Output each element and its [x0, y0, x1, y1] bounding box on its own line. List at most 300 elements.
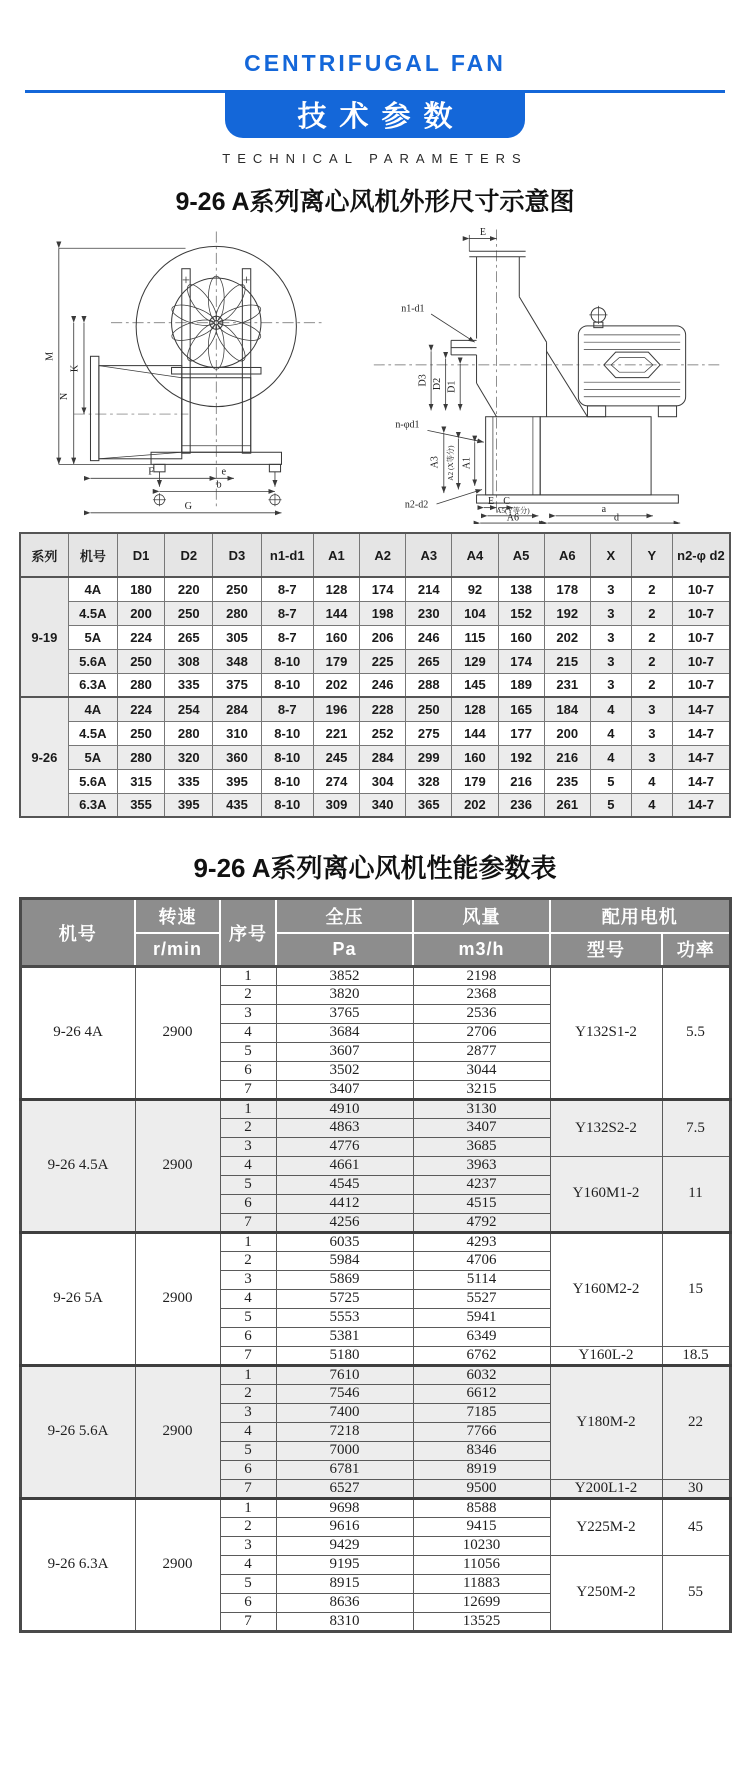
dim-cell: 335: [165, 673, 213, 697]
seq-cell: 1: [220, 1499, 276, 1518]
flow-cell: 6762: [413, 1347, 550, 1366]
dim-cell: 216: [544, 745, 590, 769]
dim-cell: 8-7: [261, 601, 313, 625]
outlet-column: [486, 417, 541, 495]
dim-cell: 265: [406, 649, 452, 673]
flow-cell: 8919: [413, 1461, 550, 1480]
dim-cell: 245: [313, 745, 359, 769]
col-header-motor-power: 功率: [662, 933, 730, 967]
motor-power-cell: 5.5: [662, 967, 730, 1100]
dim-cell: 254: [165, 697, 213, 721]
perf-table-row: [20, 1233, 730, 1252]
dim-cell: 202: [544, 625, 590, 649]
dim-cell: 177: [498, 721, 544, 745]
dim-cell: 115: [452, 625, 498, 649]
flow-cell: 3215: [413, 1081, 550, 1100]
seq-cell: 4: [220, 1423, 276, 1442]
dim-cell: 198: [360, 601, 406, 625]
seq-cell: 6: [220, 1195, 276, 1214]
motor-power-cell: 15: [662, 1233, 730, 1347]
dim-cell: 144: [452, 721, 498, 745]
dim-cell: 160: [313, 625, 359, 649]
outlet-duct: [99, 366, 182, 459]
dim-cell: 4: [590, 721, 631, 745]
dim-col-header: A6: [544, 533, 590, 577]
flow-cell: 13525: [413, 1613, 550, 1632]
dim-col-header: A4: [452, 533, 498, 577]
outlet-flange: [90, 356, 98, 460]
dim-cell: 252: [360, 721, 406, 745]
fan-model-cell: 9-26 4A: [20, 967, 135, 1100]
dimension-diagram-title: 9-26 A系列离心风机外形尺寸示意图: [175, 188, 575, 216]
dim-cell: 5A: [68, 625, 117, 649]
seq-cell: 6: [220, 1062, 276, 1081]
seq-cell: 2: [220, 1518, 276, 1537]
dim-cell: 10-7: [672, 577, 730, 601]
pressure-cell: 4256: [276, 1214, 413, 1233]
flow-cell: 9500: [413, 1480, 550, 1499]
dim-cell: 8-7: [261, 697, 313, 721]
pressure-cell: 4412: [276, 1195, 413, 1214]
dim-cell: 221: [313, 721, 359, 745]
pressure-cell: 4863: [276, 1119, 413, 1138]
flow-cell: 3130: [413, 1100, 550, 1119]
motor-model-cell: Y180M-2: [550, 1366, 662, 1480]
dim-cell: 3: [590, 673, 631, 697]
dim-cell: 395: [213, 769, 261, 793]
dim-cell: 280: [117, 673, 164, 697]
dim-cell: 6.3A: [68, 793, 117, 817]
dim-cell: 308: [165, 649, 213, 673]
dim-cell: 8-10: [261, 673, 313, 697]
dim-cell: 246: [406, 625, 452, 649]
dim-label-a: a: [601, 504, 607, 516]
pressure-cell: 5381: [276, 1328, 413, 1347]
pressure-cell: 8636: [276, 1594, 413, 1613]
banner-subtitle: TECHNICAL PARAMETERS: [222, 151, 528, 166]
flow-cell: 3685: [413, 1138, 550, 1157]
pressure-cell: 4545: [276, 1176, 413, 1195]
flow-cell: 8588: [413, 1499, 550, 1518]
dim-cell: 246: [360, 673, 406, 697]
dim-cell: 200: [544, 721, 590, 745]
pressure-cell: 5725: [276, 1290, 413, 1309]
seq-cell: 3: [220, 1005, 276, 1024]
pressure-cell: 5869: [276, 1271, 413, 1290]
dim-cell: 5.6A: [68, 769, 117, 793]
dim-cell: 145: [452, 673, 498, 697]
speed-cell: 2900: [135, 1366, 220, 1499]
dim-cell: 280: [117, 745, 164, 769]
dim-cell: 231: [544, 673, 590, 697]
seq-cell: 5: [220, 1176, 276, 1195]
pressure-cell: 4776: [276, 1138, 413, 1157]
dim-cell: 216: [498, 769, 544, 793]
stand: [540, 417, 651, 495]
dim-cell: 202: [452, 793, 498, 817]
dim-col-header: Y: [631, 533, 672, 577]
seq-cell: 3: [220, 1404, 276, 1423]
pressure-cell: 7400: [276, 1404, 413, 1423]
dim-label-e: e: [221, 466, 226, 478]
dim-cell: 284: [360, 745, 406, 769]
dim-cell: 14-7: [672, 793, 730, 817]
dim-cell: 92: [452, 577, 498, 601]
dim-table-row: [20, 673, 730, 697]
col-header-flow-unit: m3/h: [413, 933, 550, 967]
dim-cell: 104: [452, 601, 498, 625]
dim-cell: 230: [406, 601, 452, 625]
dim-cell: 5: [590, 793, 631, 817]
dim-table-row: [20, 745, 730, 769]
dim-cell: 3: [631, 721, 672, 745]
dim-cell: 4: [631, 769, 672, 793]
flow-cell: 12699: [413, 1594, 550, 1613]
dim-cell: 10-7: [672, 673, 730, 697]
pressure-cell: 3820: [276, 986, 413, 1005]
dim-table-row: [20, 721, 730, 745]
label-n2-d2: n2-d2: [404, 499, 429, 511]
dim-label-A2: A2 (X等分): [446, 445, 455, 481]
seq-cell: 6: [220, 1461, 276, 1480]
dim-table-row: [20, 625, 730, 649]
flow-cell: 6032: [413, 1366, 550, 1385]
dim-cell: 2: [631, 601, 672, 625]
pressure-cell: 7546: [276, 1385, 413, 1404]
flow-cell: 3963: [413, 1157, 550, 1176]
flow-cell: 3407: [413, 1119, 550, 1138]
dim-cell: 5.6A: [68, 649, 117, 673]
perf-table-row: [20, 1499, 730, 1518]
dim-col-header: A5: [498, 533, 544, 577]
dim-col-header: 机号: [68, 533, 117, 577]
dim-cell: 14-7: [672, 769, 730, 793]
series-cell: 9-19: [20, 577, 68, 697]
col-header-model: 机号: [20, 899, 135, 967]
seq-cell: 4: [220, 1024, 276, 1043]
flow-cell: 4515: [413, 1195, 550, 1214]
dim-label-b: b: [216, 479, 222, 491]
dim-table-row: [20, 601, 730, 625]
side-view-diagram: [344, 224, 740, 524]
dim-cell: 3: [631, 745, 672, 769]
flow-cell: 2536: [413, 1005, 550, 1024]
dim-cell: 224: [117, 697, 164, 721]
pressure-cell: 4661: [276, 1157, 413, 1176]
pressure-cell: 4910: [276, 1100, 413, 1119]
col-header-speed: 转速: [135, 899, 220, 933]
pressure-cell: 5180: [276, 1347, 413, 1366]
brand-title: CENTRIFUGAL FAN: [244, 50, 506, 76]
dim-cell: 4A: [68, 577, 117, 601]
perf-table-row: [20, 1366, 730, 1385]
seq-cell: 2: [220, 1119, 276, 1138]
pressure-cell: 7000: [276, 1442, 413, 1461]
motor-model-cell: Y200L1-2: [550, 1480, 662, 1499]
dim-col-header: D3: [213, 533, 261, 577]
speed-cell: 2900: [135, 967, 220, 1100]
motor-body: [578, 326, 685, 406]
dim-cell: 10-7: [672, 649, 730, 673]
seq-cell: 7: [220, 1480, 276, 1499]
seq-cell: 1: [220, 967, 276, 986]
seq-cell: 5: [220, 1309, 276, 1328]
dim-cell: 192: [544, 601, 590, 625]
pressure-cell: 3765: [276, 1005, 413, 1024]
seq-cell: 1: [220, 1100, 276, 1119]
dim-cell: 3: [590, 601, 631, 625]
dim-cell: 320: [165, 745, 213, 769]
dim-cell: 220: [165, 577, 213, 601]
seq-cell: 2: [220, 1252, 276, 1271]
dim-col-header: n2-φ d2: [672, 533, 730, 577]
pressure-cell: 3684: [276, 1024, 413, 1043]
dimension-table: [19, 532, 731, 818]
dim-cell: 250: [117, 649, 164, 673]
motor-model-cell: Y250M-2: [550, 1556, 662, 1632]
page: [0, 50, 750, 1633]
pressure-cell: 9698: [276, 1499, 413, 1518]
dim-cell: 192: [498, 745, 544, 769]
dim-cell: 184: [544, 697, 590, 721]
motor-model-cell: Y160M2-2: [550, 1233, 662, 1347]
dim-col-header: 系列: [20, 533, 68, 577]
col-header-pressure-unit: Pa: [276, 933, 413, 967]
dim-cell: 309: [313, 793, 359, 817]
dim-cell: 8-10: [261, 745, 313, 769]
motor-model-cell: Y132S1-2: [550, 967, 662, 1100]
pressure-cell: 3407: [276, 1081, 413, 1100]
dim-table-row: [20, 769, 730, 793]
dim-cell: 6.3A: [68, 673, 117, 697]
dim-label-A6: A6: [506, 512, 520, 524]
motor-power-cell: 30: [662, 1480, 730, 1499]
dim-cell: 8-10: [261, 721, 313, 745]
dim-label-E-bottom: E: [488, 496, 495, 508]
pressure-cell: 5984: [276, 1252, 413, 1271]
pressure-cell: 6035: [276, 1233, 413, 1252]
dim-cell: 128: [313, 577, 359, 601]
seq-cell: 3: [220, 1138, 276, 1157]
flow-cell: 4237: [413, 1176, 550, 1195]
dim-cell: 179: [452, 769, 498, 793]
speed-cell: 2900: [135, 1100, 220, 1233]
flow-cell: 8346: [413, 1442, 550, 1461]
motor-power-cell: 22: [662, 1366, 730, 1480]
seq-cell: 4: [220, 1556, 276, 1575]
dim-cell: 288: [406, 673, 452, 697]
dim-cell: 196: [313, 697, 359, 721]
dim-cell: 348: [213, 649, 261, 673]
dim-cell: 202: [313, 673, 359, 697]
dim-cell: 165: [498, 697, 544, 721]
col-header-pressure: 全压: [276, 899, 413, 933]
dim-cell: 144: [313, 601, 359, 625]
speed-cell: 2900: [135, 1233, 220, 1366]
dim-cell: 189: [498, 673, 544, 697]
dim-table-row: [20, 793, 730, 817]
flow-cell: 7766: [413, 1423, 550, 1442]
dim-cell: 250: [213, 577, 261, 601]
dim-cell: 5: [590, 769, 631, 793]
dim-cell: 174: [360, 577, 406, 601]
dim-cell: 299: [406, 745, 452, 769]
dim-cell: 335: [165, 769, 213, 793]
dim-cell: 280: [165, 721, 213, 745]
dim-col-header: D2: [165, 533, 213, 577]
seq-cell: 6: [220, 1328, 276, 1347]
dim-cell: 215: [544, 649, 590, 673]
seq-cell: 7: [220, 1613, 276, 1632]
dim-cell: 178: [544, 577, 590, 601]
dim-cell: 340: [360, 793, 406, 817]
dim-cell: 236: [498, 793, 544, 817]
flow-cell: 2706: [413, 1024, 550, 1043]
dim-cell: 235: [544, 769, 590, 793]
dim-col-header: A3: [406, 533, 452, 577]
dim-cell: 3: [590, 577, 631, 601]
dim-cell: 4.5A: [68, 721, 117, 745]
dim-col-header: A1: [313, 533, 359, 577]
dim-cell: 310: [213, 721, 261, 745]
dim-label-d: d: [614, 512, 620, 524]
flow-cell: 5114: [413, 1271, 550, 1290]
dim-cell: 206: [360, 625, 406, 649]
motor-power-cell: 7.5: [662, 1100, 730, 1157]
banner: [0, 90, 750, 138]
dim-cell: 2: [631, 673, 672, 697]
dim-cell: 10-7: [672, 625, 730, 649]
dim-cell: 128: [452, 697, 498, 721]
seq-cell: 2: [220, 986, 276, 1005]
inlet-flange: [451, 340, 476, 355]
dim-label-K: K: [69, 364, 81, 373]
dim-cell: 8-10: [261, 793, 313, 817]
dim-cell: 160: [498, 625, 544, 649]
seq-cell: 3: [220, 1537, 276, 1556]
dim-cell: 225: [360, 649, 406, 673]
dim-cell: 4: [590, 697, 631, 721]
pressure-cell: 8915: [276, 1575, 413, 1594]
seq-cell: 6: [220, 1594, 276, 1613]
dim-cell: 2: [631, 649, 672, 673]
dim-col-header: X: [590, 533, 631, 577]
dim-cell: 305: [213, 625, 261, 649]
dim-label-N: N: [59, 392, 71, 401]
performance-header-row-1: [20, 899, 730, 933]
dim-cell: 435: [213, 793, 261, 817]
dim-cell: 3: [590, 625, 631, 649]
dim-cell: 250: [406, 697, 452, 721]
dim-cell: 250: [117, 721, 164, 745]
pressure-cell: 9429: [276, 1537, 413, 1556]
fan-model-cell: 9-26 6.3A: [20, 1499, 135, 1632]
dim-cell: 265: [165, 625, 213, 649]
flow-cell: 5941: [413, 1309, 550, 1328]
dim-col-header: A2: [360, 533, 406, 577]
seq-cell: 5: [220, 1442, 276, 1461]
perf-table-row: [20, 967, 730, 986]
flow-cell: 9415: [413, 1518, 550, 1537]
seq-cell: 7: [220, 1214, 276, 1233]
col-header-seq: 序号: [220, 899, 276, 967]
dim-cell: 174: [498, 649, 544, 673]
dim-cell: 280: [213, 601, 261, 625]
seq-cell: 5: [220, 1575, 276, 1594]
flow-cell: 11883: [413, 1575, 550, 1594]
dim-cell: 200: [117, 601, 164, 625]
dim-cell: 274: [313, 769, 359, 793]
dim-cell: 5A: [68, 745, 117, 769]
seq-cell: 4: [220, 1290, 276, 1309]
dim-cell: 152: [498, 601, 544, 625]
flow-cell: 2877: [413, 1043, 550, 1062]
dim-table-row: [20, 577, 730, 601]
motor-model-cell: Y160M1-2: [550, 1157, 662, 1233]
dim-cell: 4: [631, 793, 672, 817]
motor-power-cell: 45: [662, 1499, 730, 1556]
motor-power-cell: 55: [662, 1556, 730, 1632]
dim-col-header: D1: [117, 533, 164, 577]
motor-fins: [584, 335, 680, 397]
dim-cell: 8-10: [261, 649, 313, 673]
dim-cell: 3: [590, 649, 631, 673]
dim-cell: 365: [406, 793, 452, 817]
dim-cell: 315: [117, 769, 164, 793]
dim-cell: 179: [313, 649, 359, 673]
dim-cell: 4A: [68, 697, 117, 721]
diagram-area: [0, 222, 750, 522]
dim-cell: 129: [452, 649, 498, 673]
flow-cell: 11056: [413, 1556, 550, 1575]
flow-cell: 3044: [413, 1062, 550, 1081]
series-cell: 9-26: [20, 697, 68, 817]
seq-cell: 2: [220, 1385, 276, 1404]
label-n-phi-d1: n-φd1: [395, 419, 420, 431]
dim-cell: 14-7: [672, 697, 730, 721]
banner-pill: [225, 90, 525, 138]
label-n1-d1: n1-d1: [401, 303, 425, 315]
dim-cell: 284: [213, 697, 261, 721]
col-header-speed-unit: r/min: [135, 933, 220, 967]
fan-model-cell: 9-26 5A: [20, 1233, 135, 1366]
dim-cell: 275: [406, 721, 452, 745]
pressure-cell: 6527: [276, 1480, 413, 1499]
dim-cell: 395: [165, 793, 213, 817]
flow-cell: 5527: [413, 1290, 550, 1309]
flow-cell: 2198: [413, 967, 550, 986]
dim-cell: 4.5A: [68, 601, 117, 625]
banner-text: 技术参数: [297, 100, 466, 133]
dim-cell: 10-7: [672, 601, 730, 625]
pressure-cell: 9616: [276, 1518, 413, 1537]
flow-cell: 4706: [413, 1252, 550, 1271]
dimension-table-header-row: [20, 533, 730, 577]
pressure-cell: 3852: [276, 967, 413, 986]
dim-table-row: [20, 649, 730, 673]
col-header-motor-group: 配用电机: [550, 899, 730, 933]
dim-cell: 3: [631, 697, 672, 721]
dim-label-D3: D3: [417, 374, 429, 387]
motor-model-cell: Y160L-2: [550, 1347, 662, 1366]
dim-table-row: [20, 697, 730, 721]
dim-cell: 8-10: [261, 769, 313, 793]
seq-cell: 7: [220, 1081, 276, 1100]
dim-cell: 228: [360, 697, 406, 721]
pressure-cell: 6781: [276, 1461, 413, 1480]
seq-cell: 1: [220, 1233, 276, 1252]
fan-model-cell: 9-26 4.5A: [20, 1100, 135, 1233]
